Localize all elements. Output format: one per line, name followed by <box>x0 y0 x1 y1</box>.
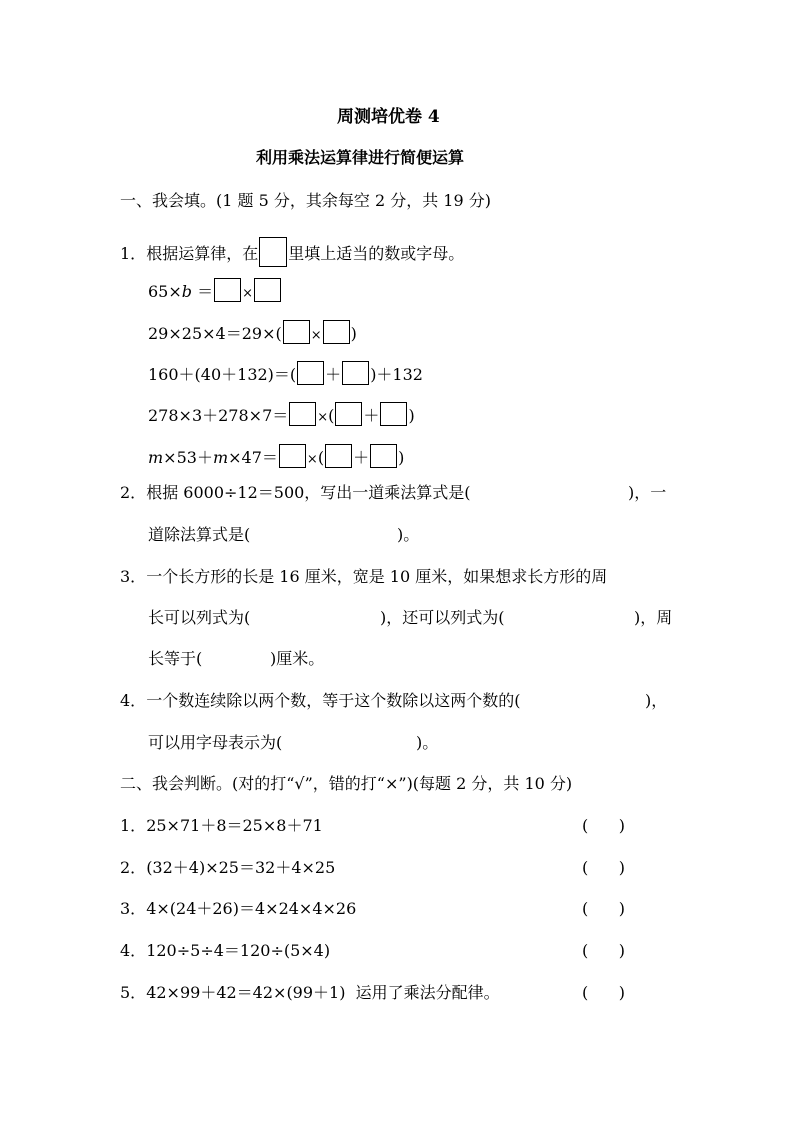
judge-answer-3[interactable]: ( ) <box>582 899 625 918</box>
q2-line1 <box>120 482 471 504</box>
judge-text: 42×99＋42＝42×(99＋1) 运用了乘法分配律。 <box>146 983 500 1002</box>
plus-sign: ＋ <box>353 448 370 467</box>
page-subtitle: 利用乘法运算律进行简便运算 <box>256 148 465 167</box>
answer-box[interactable] <box>259 237 287 267</box>
answer-box[interactable] <box>283 320 310 344</box>
q4-text: 一个数连续除以两个数，等于这个数除以这两个数的( <box>146 691 521 710</box>
q1-row4-text: 278×3＋278×7＝ <box>148 406 289 425</box>
q1-row3-text: 160＋(40＋132)＝( <box>148 365 297 384</box>
q1-row-1 <box>148 278 282 305</box>
q2-text: 根据 6000÷12＝500，写出一道乘法算式是( <box>146 483 471 502</box>
close-paren: ) <box>350 324 357 343</box>
judge-number: 3． <box>120 899 147 918</box>
answer-box[interactable] <box>297 361 324 385</box>
q1-row-2 <box>148 320 357 347</box>
answer-box[interactable] <box>289 402 316 426</box>
judge-answer-5[interactable]: ( ) <box>582 983 625 1002</box>
judge-number: 2． <box>120 858 147 877</box>
judge-item-5 <box>120 982 500 1004</box>
answer-box[interactable] <box>214 278 241 302</box>
q1-row5-var: m <box>212 448 229 467</box>
answer-box[interactable] <box>325 444 352 468</box>
q4-line2-b: )。 <box>416 733 439 752</box>
judge-text: (32＋4)×25＝32＋4×25 <box>146 858 336 877</box>
judge-answer-4[interactable]: ( ) <box>582 941 625 960</box>
open-paren: ( <box>328 406 335 425</box>
judge-number: 4． <box>120 941 147 960</box>
q1-text-a: 根据运算律，在 <box>146 244 259 263</box>
plus-sign: ＋ <box>363 406 380 425</box>
q1-row2-text: 29×25×4＝29×( <box>148 324 282 343</box>
q1-row1-eq: ＝ <box>192 282 214 301</box>
times-sign: × <box>310 328 322 343</box>
answer-box[interactable] <box>279 444 306 468</box>
q4-line1 <box>120 690 520 712</box>
q1-row-3 <box>148 361 423 386</box>
times-sign: × <box>317 410 329 425</box>
judge-item-4 <box>120 940 330 962</box>
q4-line2-a: 可以用字母表示为( <box>148 733 283 752</box>
judge-answer-2[interactable]: ( ) <box>582 858 625 877</box>
judge-number: 1． <box>120 816 147 835</box>
close-paren: ) <box>408 406 415 425</box>
q1-number: 1． <box>120 244 147 263</box>
times-sign: × <box>242 286 254 301</box>
q3-line2-b: )，还可以列式为( <box>380 608 505 627</box>
times-sign: × <box>306 452 318 467</box>
section2-heading: 二、我会判断。(对的打“√”，错的打“×”)(每题 2 分，共 10 分) <box>120 774 573 793</box>
q3-text: 一个长方形的长是 16 厘米，宽是 10 厘米，如果想求长方形的周 <box>146 567 608 586</box>
answer-box[interactable] <box>335 402 362 426</box>
q1-row3-tail: )＋132 <box>370 365 423 384</box>
q1-row5-eq: ×47＝ <box>228 448 278 467</box>
q1-text-b: 里填上适当的数或字母。 <box>288 244 465 263</box>
q3-line3-a: 长等于( <box>148 649 203 668</box>
q3-line1 <box>120 566 607 588</box>
judge-text: 25×71＋8＝25×8＋71 <box>146 816 323 835</box>
q3-number: 3． <box>120 567 147 586</box>
judge-text: 120÷5÷4＝120÷(5×4) <box>146 941 331 960</box>
q1-row1-text: 65× <box>148 282 182 301</box>
q2-line1-end: )，一 <box>628 483 667 502</box>
answer-box[interactable] <box>370 444 397 468</box>
q1-row5-var: m <box>148 448 164 467</box>
q2-number: 2． <box>120 483 147 502</box>
answer-box[interactable] <box>323 320 350 344</box>
q1-row-4 <box>148 402 415 429</box>
judge-number: 5． <box>120 983 147 1002</box>
answer-box[interactable] <box>342 361 369 385</box>
page-title: 周测培优卷 4 <box>337 107 440 127</box>
q3-line2-a: 长可以列式为( <box>148 608 251 627</box>
answer-box[interactable] <box>254 278 281 302</box>
plus-sign: ＋ <box>325 365 342 384</box>
open-paren: ( <box>317 448 325 467</box>
q1-row1-var: b <box>181 282 193 301</box>
q1-row-5 <box>148 444 404 471</box>
q4-line1-end: )， <box>645 691 668 710</box>
answer-box[interactable] <box>380 402 407 426</box>
q3-line2-c: )，周 <box>634 608 673 627</box>
section1-heading: 一、我会填。(1 题 5 分，其余每空 2 分，共 19 分) <box>120 191 491 210</box>
q1-line <box>120 237 464 267</box>
q2-line2-end: )。 <box>397 525 420 544</box>
q4-number: 4． <box>120 691 147 710</box>
judge-item-1 <box>120 815 323 837</box>
q1-row5-text: ×53＋ <box>163 448 213 467</box>
close-paren: ) <box>398 448 405 467</box>
q3-line3-b: )厘米。 <box>270 649 325 668</box>
judge-item-3 <box>120 898 356 920</box>
judge-item-2 <box>120 857 335 879</box>
q2-line2: 道除法算式是( <box>148 525 251 544</box>
judge-answer-1[interactable]: ( ) <box>582 816 625 835</box>
judge-text: 4×(24＋26)＝4×24×4×26 <box>146 899 357 918</box>
